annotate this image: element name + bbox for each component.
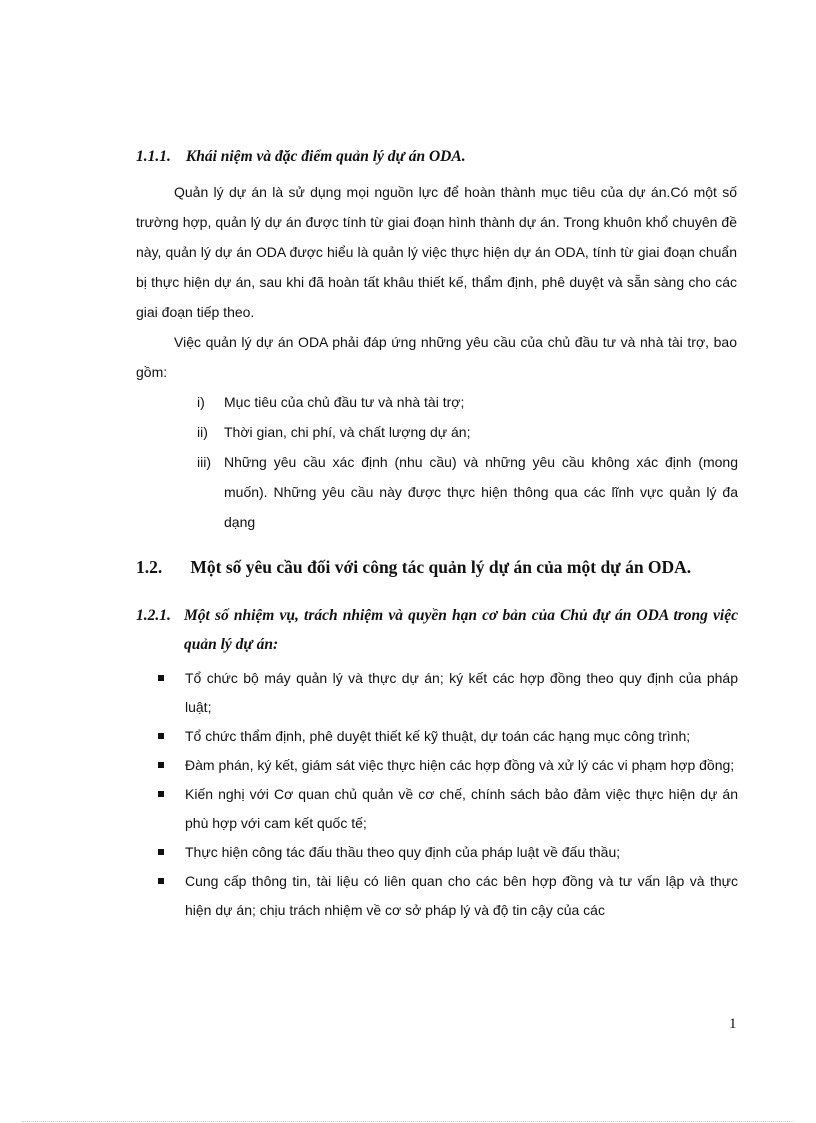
- list-item: [0, 751, 816, 780]
- list-item-text: Mục tiêu của chủ đầu tư và nhà tài trợ;: [224, 394, 465, 410]
- section-title: Một số nhiệm vụ, trách nhiệm và quyền hạn cơ bản của Chủ đự án ODA trong việc quản lý dự án:: [184, 607, 738, 653]
- list-item-number: iii): [197, 454, 211, 470]
- paragraph-project-management: Quản lý dự án là sử dụng mọi nguồn lực để hoàn thành mục tiêu của dự án.Có một số trường hợp, quản lý dự án được tính từ giai đoạn hình thành dự án. Trong khuôn khổ chuyên đề này, quản lý dự án ODA được hiểu là quản lý việc thực hiện dự án ODA, tính từ giai đoạn chuẩn bị thực hiện dự án, sau khi đã hoàn tất khâu thiết kế, thẩm định, phê duyệt và sẵn sàng cho các giai đoạn tiếp theo.: [136, 184, 737, 320]
- list-item: [0, 867, 816, 925]
- paragraph-requirements-intro: Việc quản lý dự án ODA phải đáp ứng những yêu cầu của chủ đầu tư và nhà tài trợ, bao gồm:: [136, 334, 737, 380]
- list-item-number: ii): [197, 424, 208, 440]
- list-item-text: Đàm phán, ký kết, giám sát việc thực hiện các hợp đồng và xử lý các vi phạm hợp đồng;: [185, 757, 735, 773]
- square-bullet-icon: [158, 733, 164, 739]
- square-bullet-icon: [158, 878, 164, 884]
- list-item: [0, 722, 816, 751]
- section-heading-1-2-1: [136, 601, 738, 659]
- list-item-text: Kiến nghị với Cơ quan chủ quản về cơ chế, chính sách bảo đảm việc thực hiện dự án phù hợp với cam kết quốc tế;: [185, 786, 738, 831]
- page-number: 1: [729, 1016, 737, 1032]
- list-item-text: Những yêu cầu xác định (nhu cầu) và những yêu cầu không xác định (mong muốn). Những yêu cầu này được thực hiện thông qua các lĩnh vực quản lý đa dạng: [224, 454, 738, 530]
- page-bottom-divider: [22, 1121, 794, 1122]
- list-item-text: Thực hiện công tác đấu thầu theo quy định của pháp luật về đấu thầu;: [185, 844, 621, 860]
- list-item: [0, 780, 816, 838]
- section-heading-1-1-1: [136, 148, 466, 166]
- section-title: Khái niệm và đặc điểm quản lý dự án ODA.: [185, 148, 466, 165]
- list-item-number: i): [197, 394, 205, 410]
- list-item: [0, 838, 816, 867]
- section-number: 1.2.: [136, 557, 163, 577]
- square-bullet-icon: [158, 675, 164, 681]
- list-item: [0, 664, 816, 722]
- list-item-text: Cung cấp thông tin, tài liệu có liên quan cho các bên hợp đồng và tư vấn lập và thực hiện dự án; chịu trách nhiệm về cơ sở pháp lý và độ tin cậy của các: [185, 873, 738, 918]
- duties-list: [0, 664, 816, 925]
- square-bullet-icon: [158, 791, 164, 797]
- section-number: 1.1.1.: [136, 148, 171, 165]
- list-item-text: Tổ chức thẩm định, phê duyệt thiết kế kỹ thuật, dự toán các hạng mục công trình;: [185, 728, 691, 744]
- list-item-text: Thời gian, chi phí, và chất lượng dự án;: [224, 424, 471, 440]
- list-item-text: Tổ chức bộ máy quản lý và thực dự án; ký kết các hợp đồng theo quy định của pháp luật;: [185, 670, 738, 715]
- section-heading-1-2: [136, 557, 691, 578]
- square-bullet-icon: [158, 762, 164, 768]
- square-bullet-icon: [158, 849, 164, 855]
- section-number: 1.2.1.: [136, 607, 171, 624]
- section-title: Một số yêu cầu đối với công tác quản lý dự án của một dự án ODA.: [190, 557, 692, 577]
